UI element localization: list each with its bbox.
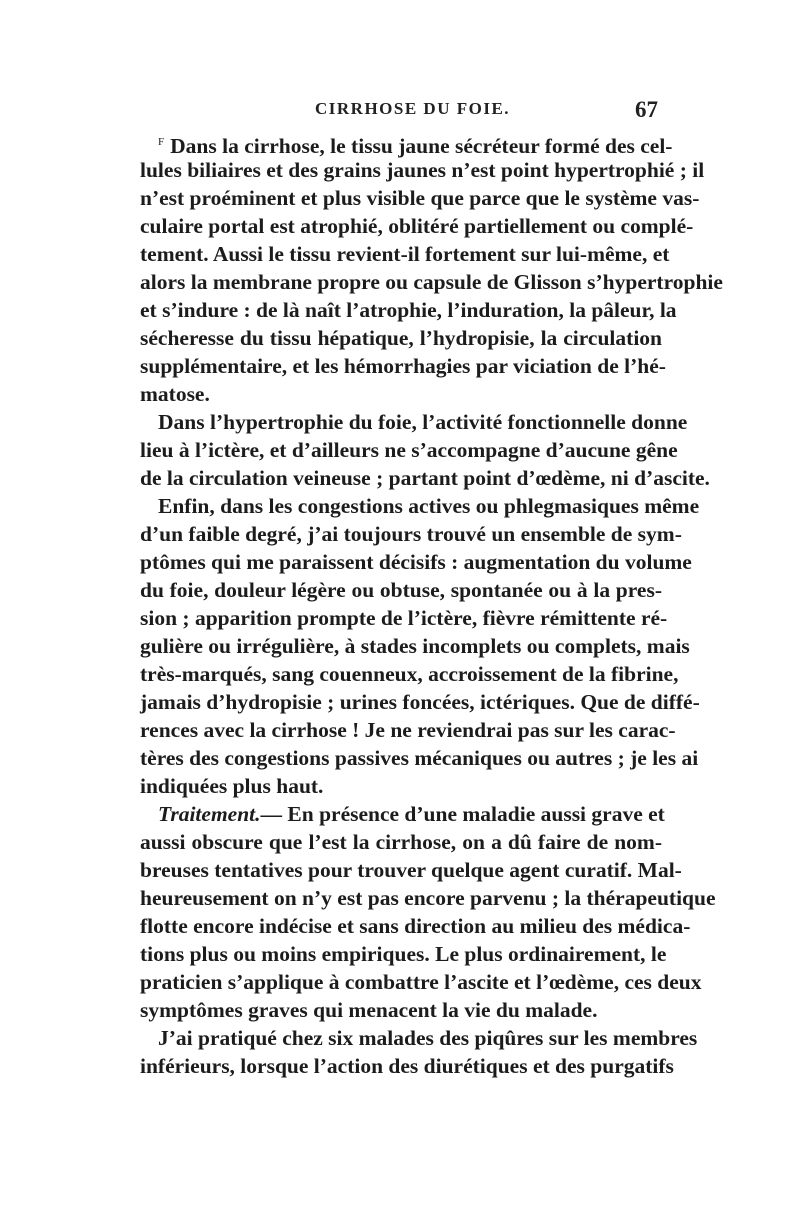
text-line: jamais d’hydropisie ; urines foncées, ictériques. Que de diffé- [140, 690, 700, 714]
text-line: $^F$ Dans la cirrhose, le tissu jaune sécréteur formé des cel- [158, 134, 673, 159]
text-line: tères des congestions passives mécaniques ou autres ; je les ai [140, 746, 699, 770]
text-line: praticien s’applique à combattre l’ascite et l’œdème, ces deux [140, 970, 702, 994]
margin-marker: F [158, 136, 165, 148]
text-line: breuses tentatives pour trouver quelque agent curatif. Mal- [140, 858, 682, 882]
text-line: Traitement.— En présence d’une maladie aussi grave et [158, 802, 665, 826]
text-line: ptômes qui me paraissent décisifs : augmentation du volume [140, 550, 692, 574]
page-header [140, 97, 660, 125]
text-line: indiquées plus haut. [140, 774, 324, 798]
text-line: matose. [140, 382, 210, 406]
text-line: très-marqués, sang couenneux, accroissement de la fibrine, [140, 662, 679, 686]
text-line: lules biliaires et des grains jaunes n’est point hypertrophié ; il [140, 158, 705, 182]
text-line: supplémentaire, et les hémorrhagies par viciation de l’hé- [140, 354, 666, 378]
text-line: inférieurs, lorsque l’action des diurétiques et des purgatifs [140, 1054, 674, 1078]
text-line: n’est proéminent et plus visible que parce que le système vas- [140, 186, 700, 210]
text-line: Enfin, dans les congestions actives ou phlegmasiques même [158, 494, 700, 518]
text-line: et s’indure : de là naît l’atrophie, l’induration, la pâleur, la [140, 298, 677, 322]
text-line: lieu à l’ictère, et d’ailleurs ne s’accompagne d’aucune gêne [140, 438, 678, 462]
text-line: tement. Aussi le tissu revient-il fortement sur lui-même, et [140, 242, 670, 266]
text-line: heureusement on n’y est pas encore parvenu ; la thérapeutique [140, 886, 716, 910]
text-line: flotte encore indécise et sans direction au milieu des médica- [140, 914, 691, 938]
text-line: tions plus ou moins empiriques. Le plus ordinairement, le [140, 942, 667, 966]
text-line: sécheresse du tissu hépatique, l’hydropisie, la circulation [140, 326, 662, 350]
text-line: de la circulation veineuse ; partant point d’œdème, ni d’ascite. [140, 466, 710, 490]
text-line: culaire portal est atrophié, oblitéré partiellement ou complé- [140, 214, 694, 238]
text-line: alors la membrane propre ou capsule de Glisson s’hypertrophie [140, 270, 723, 294]
text-line: gulière ou irrégulière, à stades incomplets ou complets, mais [140, 634, 690, 658]
text-line: Dans l’hypertrophie du foie, l’activité fonctionnelle donne [158, 410, 688, 434]
text-line: sion ; apparition prompte de l’ictère, fièvre rémittente ré- [140, 606, 668, 630]
page-number: 67 [635, 97, 658, 122]
running-title: CIRRHOSE DU FOIE. [315, 99, 511, 118]
text-line: du foie, douleur légère ou obtuse, spontanée ou à la pres- [140, 578, 662, 602]
text-line: d’un faible degré, j’ai toujours trouvé un ensemble de sym- [140, 522, 682, 546]
text-line: rences avec la cirrhose ! Je ne reviendrai pas sur les carac- [140, 718, 676, 742]
text-line: aussi obscure que l’est la cirrhose, on a dû faire de nom- [140, 830, 662, 854]
traitement-label: Traitement. [158, 802, 261, 826]
text-line: symptômes graves qui menacent la vie du malade. [140, 998, 598, 1022]
text-line: J’ai pratiqué chez six malades des piqûres sur les membres [158, 1026, 698, 1050]
